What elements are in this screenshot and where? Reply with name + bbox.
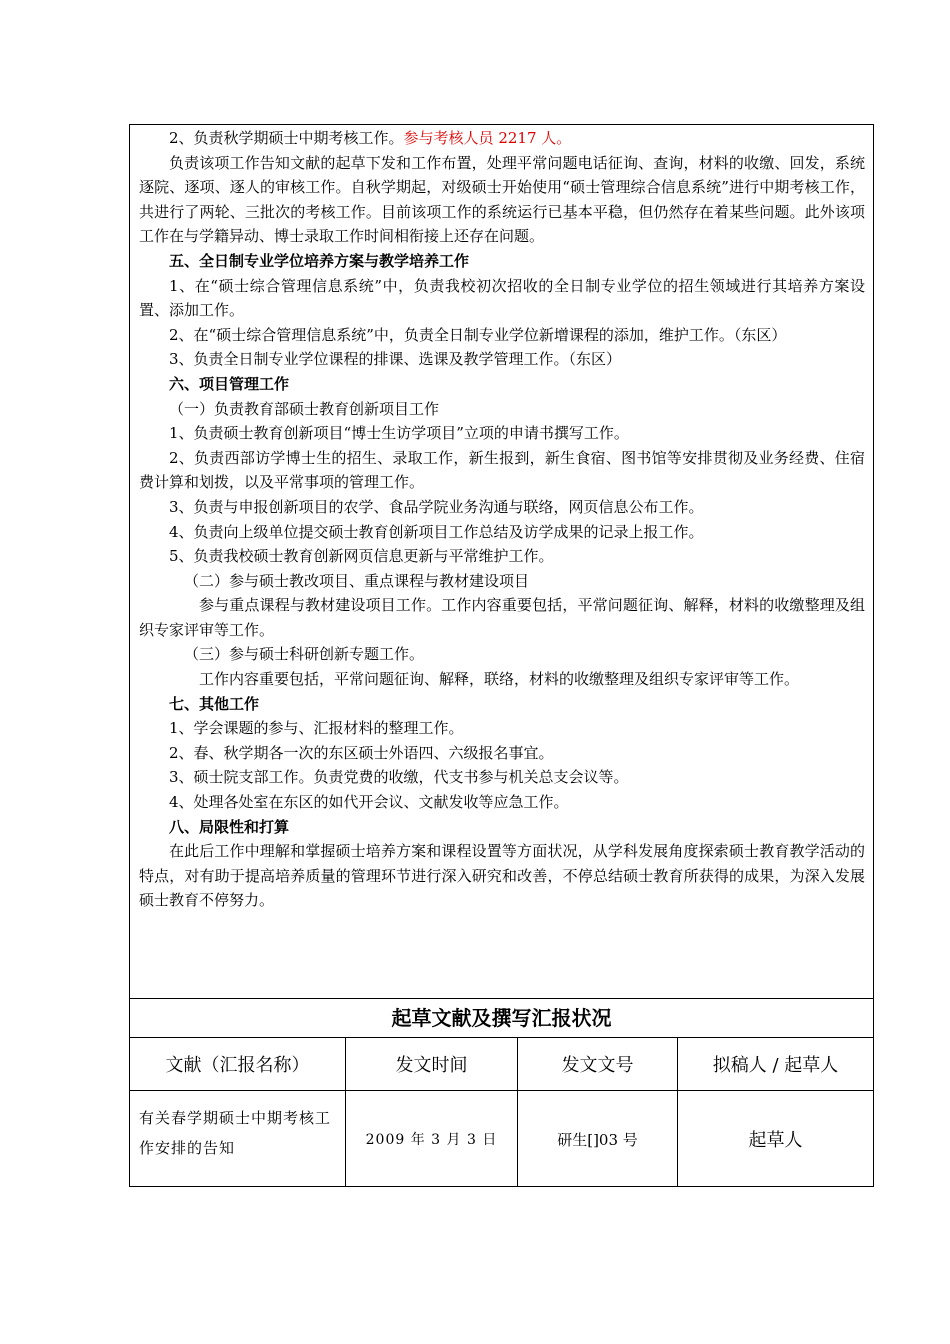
section-heading-6: 六、项目管理工作 [169, 374, 290, 393]
paragraph-midterm [139, 126, 865, 151]
paragraph: 3、硕士院支部工作。负责党费的收缴，代支书参与机关总支会议等。 [169, 768, 629, 787]
header-document-name: 文献（汇报名称） [165, 1055, 310, 1076]
column-divider [677, 1038, 678, 1186]
paragraph: 负责该项工作告知文献的起草下发和工作布置，处理平常问题电话征询、查询，材料的收缴、回发，系统逐院、逐项、逐人的审核工作。自秋学期起，对级硕士开始使用“硕士管理综合信息系统”进行中期考核工作，共进行了两轮、三批次的考核工作。目前该项工作的系统运行已基本平稳，但仍然存在着某些问题。此外该项工作在与学籍异动、博士录取工作时间相衔接上还存在问题。 [139, 153, 865, 246]
midterm-text: 2、负责秋学期硕士中期考核工作。 [169, 129, 404, 147]
paragraph: 5、负责我校硕士教育创新网页信息更新与平常维护工作。 [169, 547, 554, 566]
document-table [129, 124, 874, 1187]
header-drafter: 拟稿人 / 起草人 [712, 1055, 839, 1076]
paragraph: 2、春、秋学期各一次的东区硕士外语四、六级报名事宜。 [169, 743, 554, 762]
subheading: （一）负责教育部硕士教育创新项目工作 [169, 399, 440, 418]
header-issue-date: 发文时间 [395, 1055, 468, 1076]
participant-count: 参与考核人员 2217 人。 [403, 129, 572, 147]
table-title: 起草文献及撰写汇报状况 [391, 1006, 612, 1030]
table-row-document-name: 有关春学期硕士中期考核工作安排的告知 [139, 1109, 332, 1157]
paragraph: 1、在“硕士综合管理信息系统”中，负责我校初次招收的全日制专业学位的招生领域进行其培养方案设置、添加工作。 [139, 276, 865, 320]
section-heading-5: 五、全日制专业学位培养方案与教学培养工作 [169, 251, 470, 270]
subheading: （三）参与硕士科研创新专题工作。 [184, 645, 425, 664]
paragraph: 4、处理各处室在东区的如代开会议、文献发收等应急工作。 [169, 793, 569, 812]
work-summary-body [130, 125, 873, 998]
paragraph: 4、负责向上级单位提交硕士教育创新项目工作总结及访学成果的记录上报工作。 [169, 522, 704, 541]
table-row-number: 研生[]03 号 [557, 1130, 638, 1149]
paragraph: 2、负责西部访学博士生的招生、录取工作，新生报到，新生食宿、图书馆等安排贯彻及业务经费、住宿费计算和划拨，以及平常事项的管理工作。 [139, 448, 865, 492]
paragraph: 3、负责全日制专业学位课程的排课、选课及教学管理工作。（东区） [169, 350, 622, 369]
section-heading-8: 八、局限性和打算 [169, 817, 290, 836]
column-divider [345, 1038, 346, 1186]
table-row-drafter: 起草人 [748, 1130, 803, 1151]
paragraph: 在此后工作中理解和掌握硕士培养方案和课程设置等方面状况，从学科发展角度探索硕士教育教学活动的特点，对有助于提高培养质量的管理环节进行深入研究和改善，不停总结硕士教育所获得的成果，为深入发展硕士教育不停努力。 [139, 842, 865, 910]
paragraph: 2、在“硕士综合管理信息系统”中，负责全日制专业学位新增课程的添加，维护工作。（东区） [169, 325, 787, 344]
paragraph: 1、负责硕士教育创新项目“博士生访学项目”立项的申请书撰写工作。 [169, 424, 629, 443]
header-doc-number: 发文文号 [561, 1055, 634, 1076]
subheading: （二）参与硕士教改项目、重点课程与教材建设项目 [184, 571, 530, 590]
paragraph: 参与重点课程与教材建设项目工作。工作内容重要包括，平常问题征询、解释，材料的收缴整理及组织专家评审等工作。 [139, 596, 865, 639]
table-row-date: 2009 年 3 月 3 日 [365, 1132, 498, 1148]
column-divider [517, 1038, 518, 1186]
paragraph: 1、学会课题的参与、汇报材料的整理工作。 [169, 719, 464, 738]
paragraph: 3、负责与申报创新项目的农学、食品学院业务沟通与联络，网页信息公布工作。 [169, 497, 704, 516]
paragraph: 工作内容重要包括，平常问题征询、解释，联络，材料的收缴整理及组织专家评审等工作。 [199, 670, 800, 689]
section-heading-7: 七、其他工作 [169, 694, 260, 713]
